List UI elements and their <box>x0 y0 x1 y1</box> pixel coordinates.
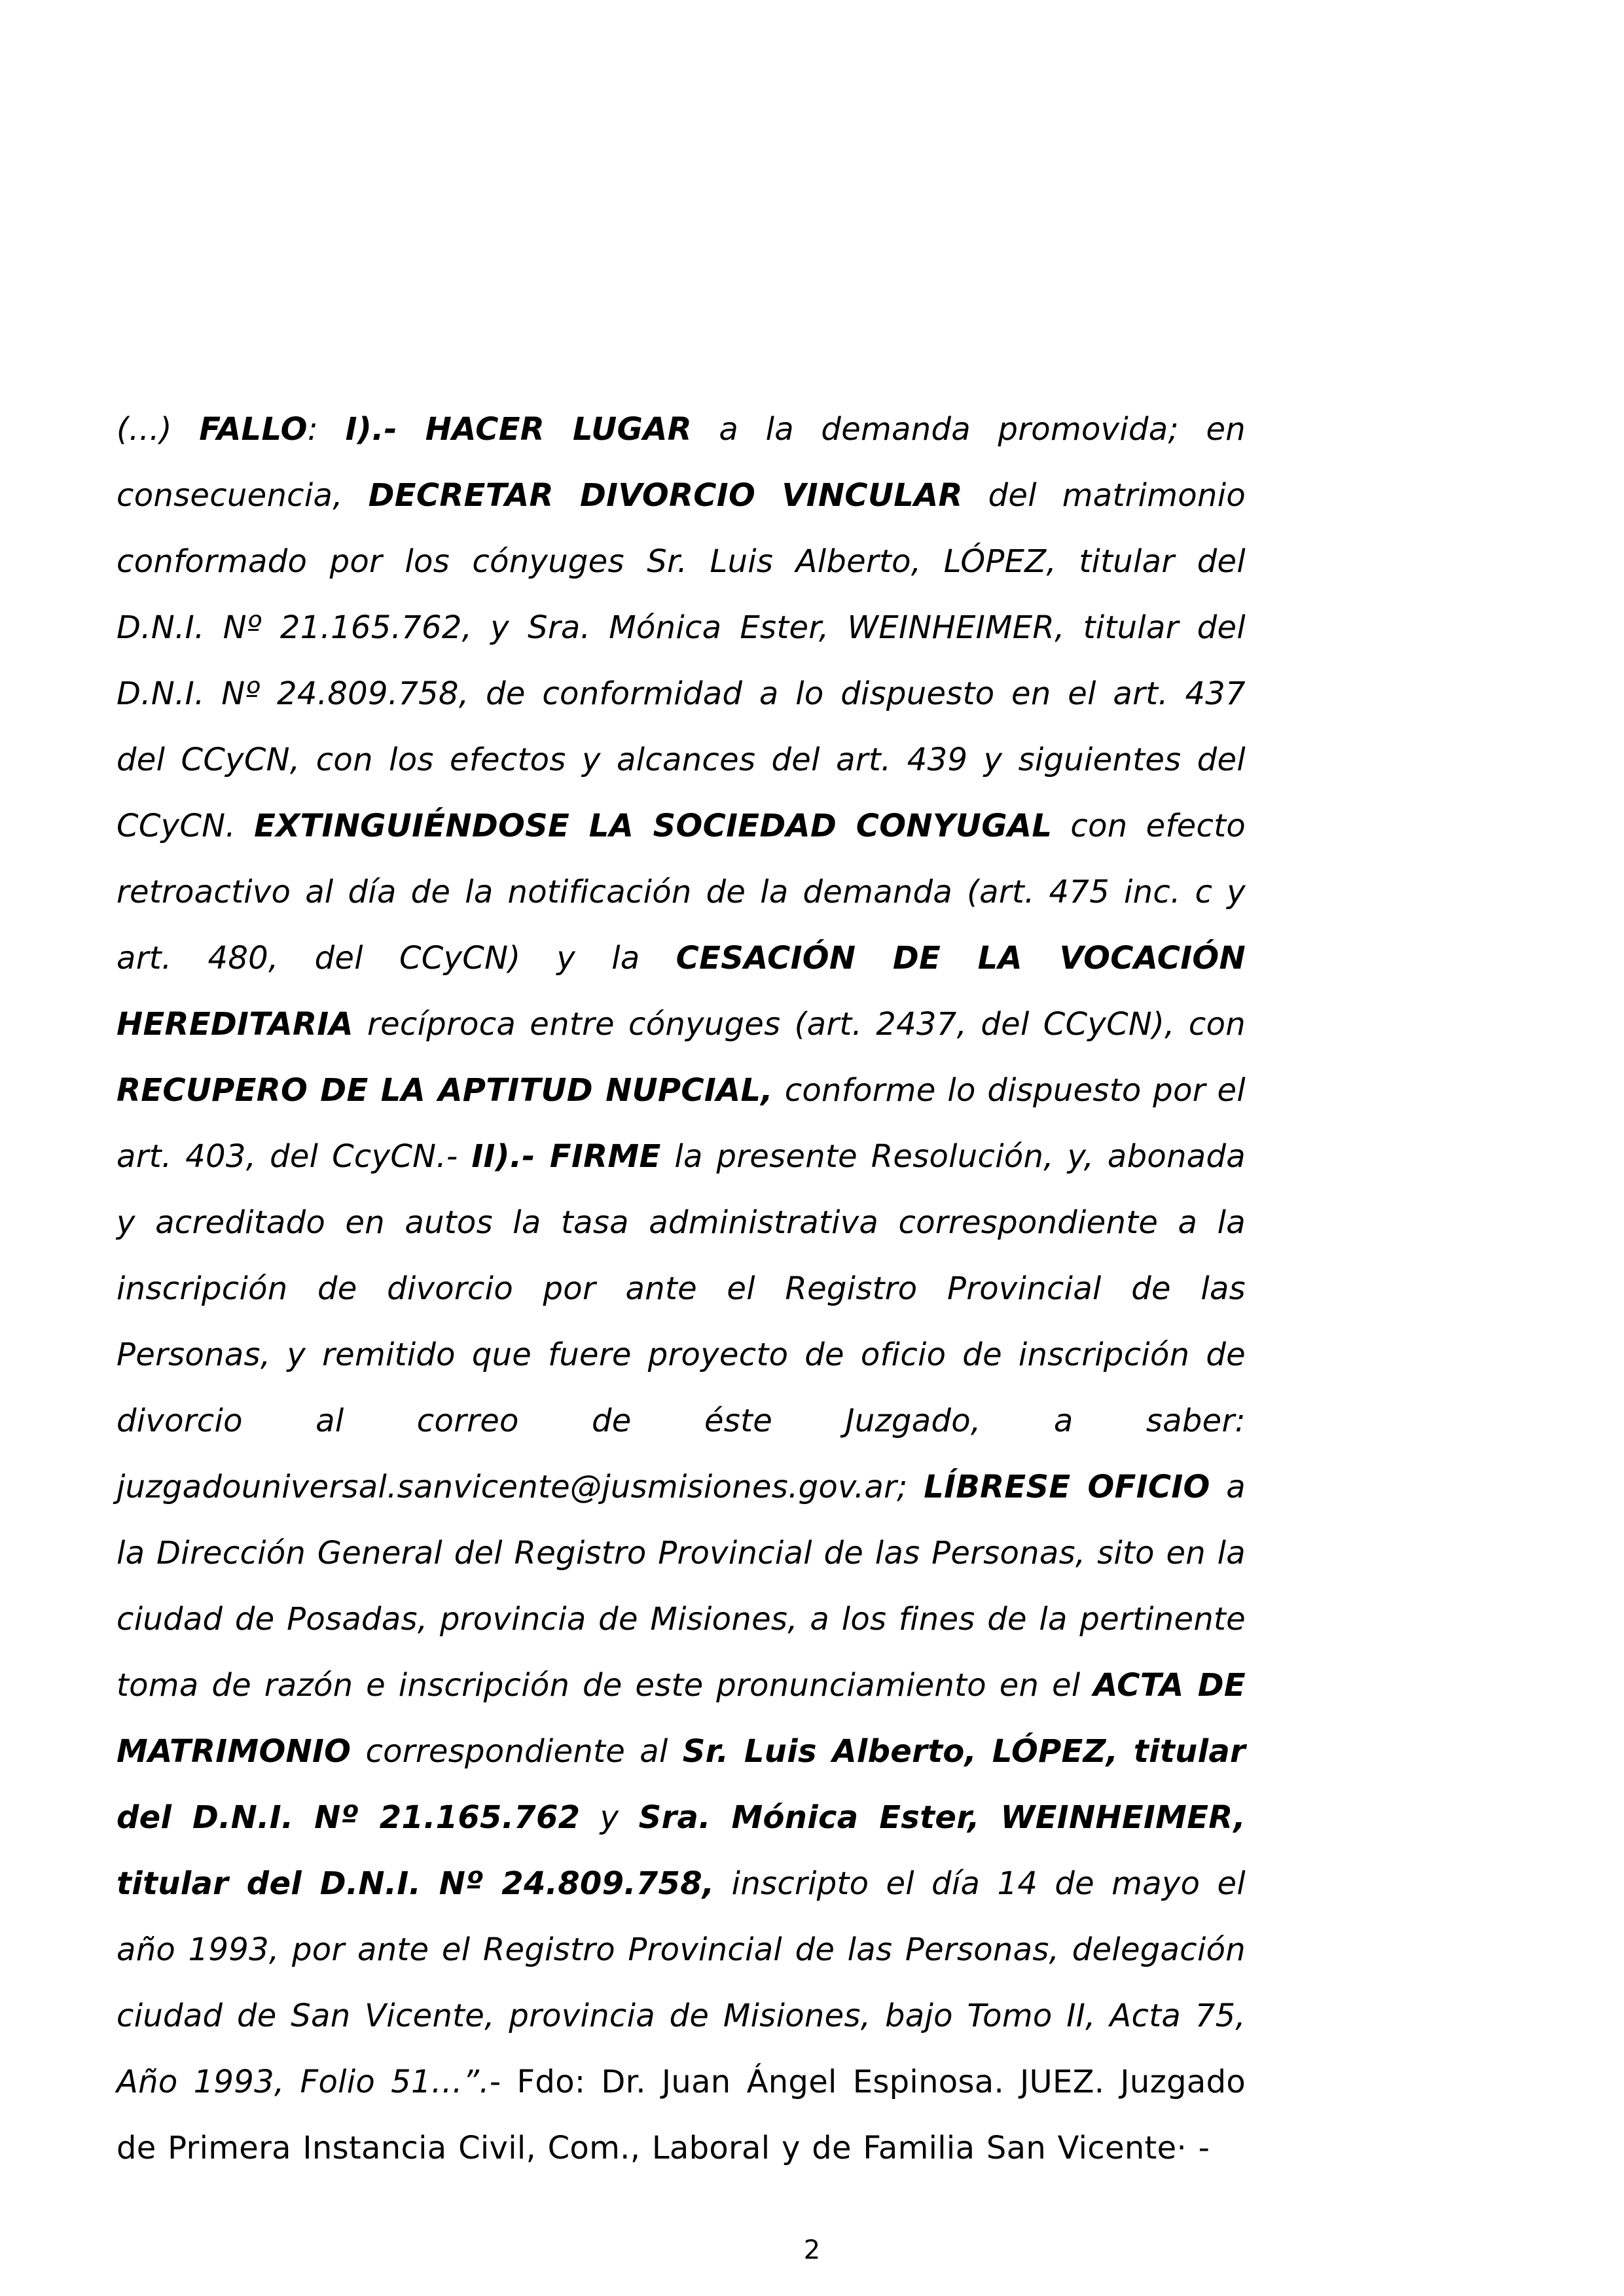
body-text-run: a la Dirección General del Registro Provincial de las Personas, sito en la ciudad de Posadas, provincia de Misiones, a los fines de la pertinente toma de razón e inscripción de este pronunciamiento en el <box>117 1469 1246 1704</box>
page-number: 2 <box>803 2235 821 2265</box>
emphasis-text: ACTA DE MATRIMONIO <box>117 1667 1246 1770</box>
emphasis-text: RECUPERO DE LA APTITUD NUPCIAL, <box>117 1072 773 1109</box>
resolution-paragraph <box>117 397 1246 2181</box>
emphasis-text: DECRETAR DIVORCIO VINCULAR <box>368 477 963 514</box>
body-text-run: (...) <box>117 411 200 448</box>
emphasis-text: LÍBRESE OFICIO <box>924 1469 1210 1505</box>
emphasis-text: CESACIÓN DE LA VOCACIÓN HEREDITARIA <box>117 940 1246 1043</box>
body-text-run: y <box>580 1799 639 1836</box>
body-text-run: : <box>307 411 346 448</box>
body-text-run: con efecto retroactivo al día de la notificación de la demanda (art. 475 inc. c y art. 480, del CCyCN) y la <box>117 808 1246 977</box>
body-text-run: recíproca entre cónyuges (art. 2437, del CCyCN), con <box>353 1006 1246 1043</box>
emphasis-text: Sra. Mónica Ester, WEINHEIMER, titular del D.N.I. Nº 24.809.758, <box>117 1799 1246 1902</box>
emphasis-text: Sr. Luis Alberto, LÓPEZ, titular del D.N.I. Nº 21.165.762 <box>117 1733 1246 1836</box>
body-text-run: inscripto el día 14 de mayo el año 1993, por ante el Registro Provincial de las Personas, delegación ciudad de San Vicente, provincia de Misiones, bajo Tomo II, Acta 75, Año 1993, Folio 51…”. <box>117 1865 1246 2100</box>
emphasis-text: II).- FIRME <box>471 1138 661 1175</box>
body-text-run: conforme lo dispuesto por el art. 403, del CcyCN.- <box>117 1072 1246 1175</box>
body-text-run: a la demanda promovida; en consecuencia, <box>117 411 1246 514</box>
emphasis-text: FALLO <box>199 411 308 448</box>
emphasis-text: EXTINGUIÉNDOSE LA SOCIEDAD CONYUGAL <box>254 808 1053 844</box>
body-text-run: del matrimonio conformado por los cónyuges Sr. Luis Alberto, LÓPEZ, titular del D.N.I. Nº 21.165.762, y Sra. Mónica Ester, WEINHEIMER, titular del D.N.I. Nº 24.809.758, de conformidad a lo dispuesto en el art. 437 del CCyCN, con los efectos y alcances del art. 439 y siguientes del CCyCN. <box>117 477 1246 844</box>
emphasis-text: I).- HACER LUGAR <box>345 411 692 448</box>
body-text-run: - Fdo: Dr. Juan Ángel Espinosa. JUEZ. Juzgado de Primera Instancia Civil, Com., Laboral y de Familia San Vicente· - <box>117 2064 1246 2166</box>
body-text-run: la presente Resolución, y, abonada y acreditado en autos la tasa administrativa correspondiente a la inscripción de divorcio por ante el Registro Provincial de las Personas, y remitido que fuere proyecto de oficio de inscripción de divorcio al correo de éste Juzgado, a saber: juzgadouniversal.sanvicente@jusmisiones.gov.ar; <box>117 1138 1246 1505</box>
body-text-run: correspondiente al <box>351 1733 683 1770</box>
